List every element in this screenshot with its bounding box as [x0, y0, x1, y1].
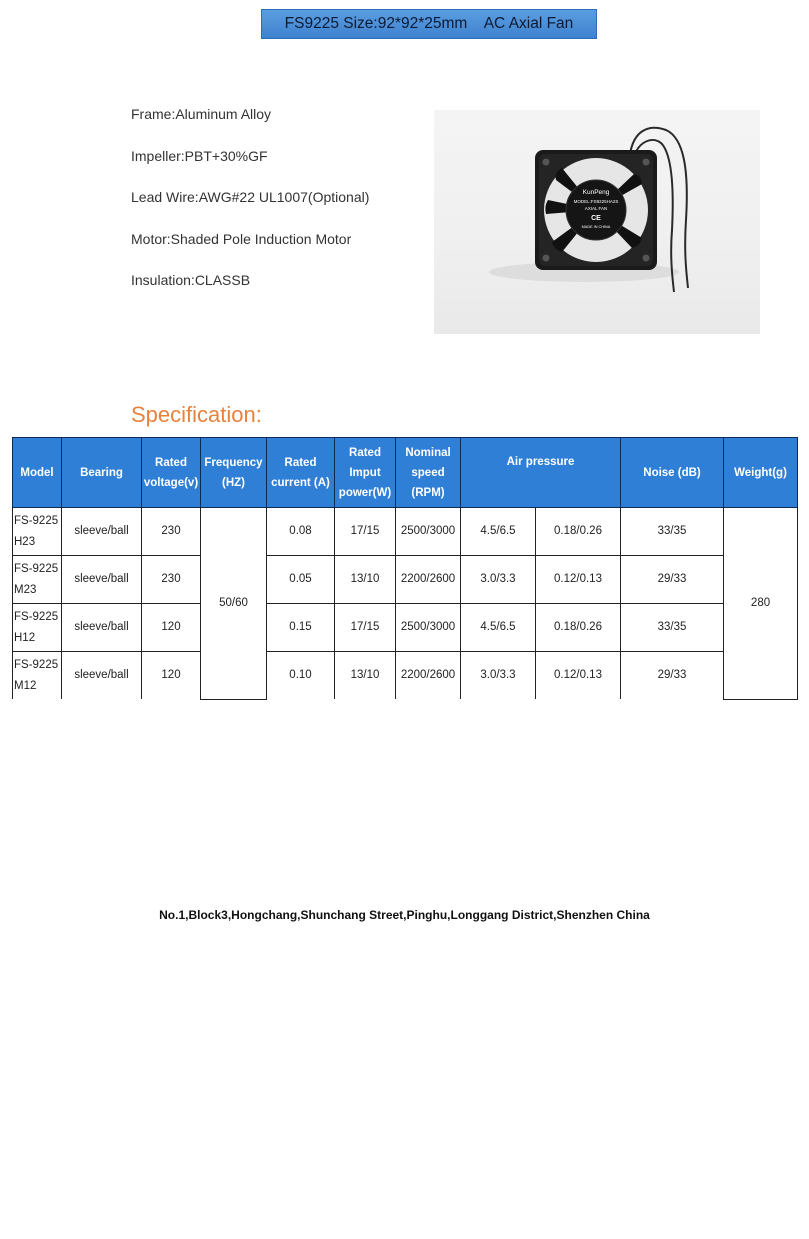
- col-model: Model: [13, 438, 62, 508]
- cell-air-pressure-a: 4.5/6.5: [461, 604, 536, 652]
- cell-speed: 2200/2600: [396, 652, 461, 700]
- company-address: No.1,Block3,Hongchang,Shunchang Street,Pinghu,Longgang District,Shenzhen China: [159, 908, 650, 922]
- feature-motor: Motor:Shaded Pole Induction Motor: [131, 230, 352, 247]
- cell-noise: 29/33: [621, 652, 724, 700]
- page-title: FS9225 Size:92*92*25mm AC Axial Fan: [261, 9, 597, 39]
- cell-model: FS-9225 M12: [13, 652, 62, 700]
- col-rated-input: Rated Imput power(W): [335, 438, 396, 508]
- fan-type-text: AXIAL FAN: [584, 206, 608, 211]
- col-rated-current: Rated current (A): [267, 438, 335, 508]
- fan-illustration: [434, 110, 760, 334]
- cell-current: 0.15: [267, 604, 335, 652]
- cell-bearing: sleeve/ball: [62, 508, 142, 556]
- cell-power: 13/10: [335, 556, 396, 604]
- cell-speed: 2500/3000: [396, 604, 461, 652]
- table-row: [13, 556, 798, 604]
- cell-air-pressure-a: 3.0/3.3: [461, 556, 536, 604]
- col-nominal-speed: Nominal speed (RPM): [396, 438, 461, 508]
- cell-air-pressure-b: 0.12/0.13: [536, 556, 621, 604]
- cell-power: 13/10: [335, 652, 396, 700]
- col-weight: Weight(g): [724, 438, 798, 508]
- table-row: [13, 652, 798, 700]
- product-photo: [434, 110, 760, 334]
- cell-air-pressure-b: 0.18/0.26: [536, 604, 621, 652]
- cell-voltage: 230: [142, 556, 201, 604]
- col-air-pressure: Air pressure: [461, 438, 621, 508]
- cell-bearing: sleeve/ball: [62, 556, 142, 604]
- cell-model: FS-9225 H12: [13, 604, 62, 652]
- table-row: [13, 604, 798, 652]
- cell-voltage: 120: [142, 604, 201, 652]
- feature-list: [131, 104, 421, 312]
- fan-brand-text: KunPeng: [582, 189, 610, 196]
- feature-frame: Frame:Aluminum Alloy: [131, 106, 272, 122]
- cell-noise: 33/35: [621, 508, 724, 556]
- table-row: [13, 508, 798, 556]
- cell-model: FS-9225 M23: [13, 556, 62, 604]
- ce-mark: CE: [591, 215, 601, 222]
- cell-frequency: 50/60: [201, 508, 267, 700]
- spec-heading: Specification:: [131, 402, 262, 427]
- fan-origin-text: MADE IN CHINA: [581, 225, 611, 229]
- col-rated-voltage: Rated voltage(v): [142, 438, 201, 508]
- cell-power: 17/15: [335, 604, 396, 652]
- cell-current: 0.10: [267, 652, 335, 700]
- cell-power: 17/15: [335, 508, 396, 556]
- col-noise: Noise (dB): [621, 438, 724, 508]
- cell-air-pressure-a: 4.5/6.5: [461, 508, 536, 556]
- cell-model: FS-9225 H23: [13, 508, 62, 556]
- feature-insulation: Insulation:CLASSB: [131, 272, 251, 288]
- spec-header-row: [13, 438, 798, 508]
- col-bearing: Bearing: [62, 438, 142, 508]
- cell-noise: 29/33: [621, 556, 724, 604]
- fan-model-text: MODEL:FS9225HA2S: [573, 199, 619, 204]
- cell-bearing: sleeve/ball: [62, 604, 142, 652]
- cell-voltage: 120: [142, 652, 201, 700]
- spec-table: [12, 437, 798, 700]
- cell-bearing: sleeve/ball: [62, 652, 142, 700]
- cell-speed: 2200/2600: [396, 556, 461, 604]
- cell-weight: 280: [724, 508, 798, 700]
- col-frequency: Frequency (HZ): [201, 438, 267, 508]
- cell-speed: 2500/3000: [396, 508, 461, 556]
- feature-impeller: Impeller:PBT+30%GF: [131, 147, 268, 164]
- cell-voltage: 230: [142, 508, 201, 556]
- cell-current: 0.08: [267, 508, 335, 556]
- feature-lead-wire: Lead Wire:AWG#22 UL1007(Optional): [131, 189, 370, 205]
- cell-air-pressure-a: 3.0/3.3: [461, 652, 536, 700]
- cell-current: 0.05: [267, 556, 335, 604]
- cell-noise: 33/35: [621, 604, 724, 652]
- cell-air-pressure-b: 0.12/0.13: [536, 652, 621, 700]
- cell-air-pressure-b: 0.18/0.26: [536, 508, 621, 556]
